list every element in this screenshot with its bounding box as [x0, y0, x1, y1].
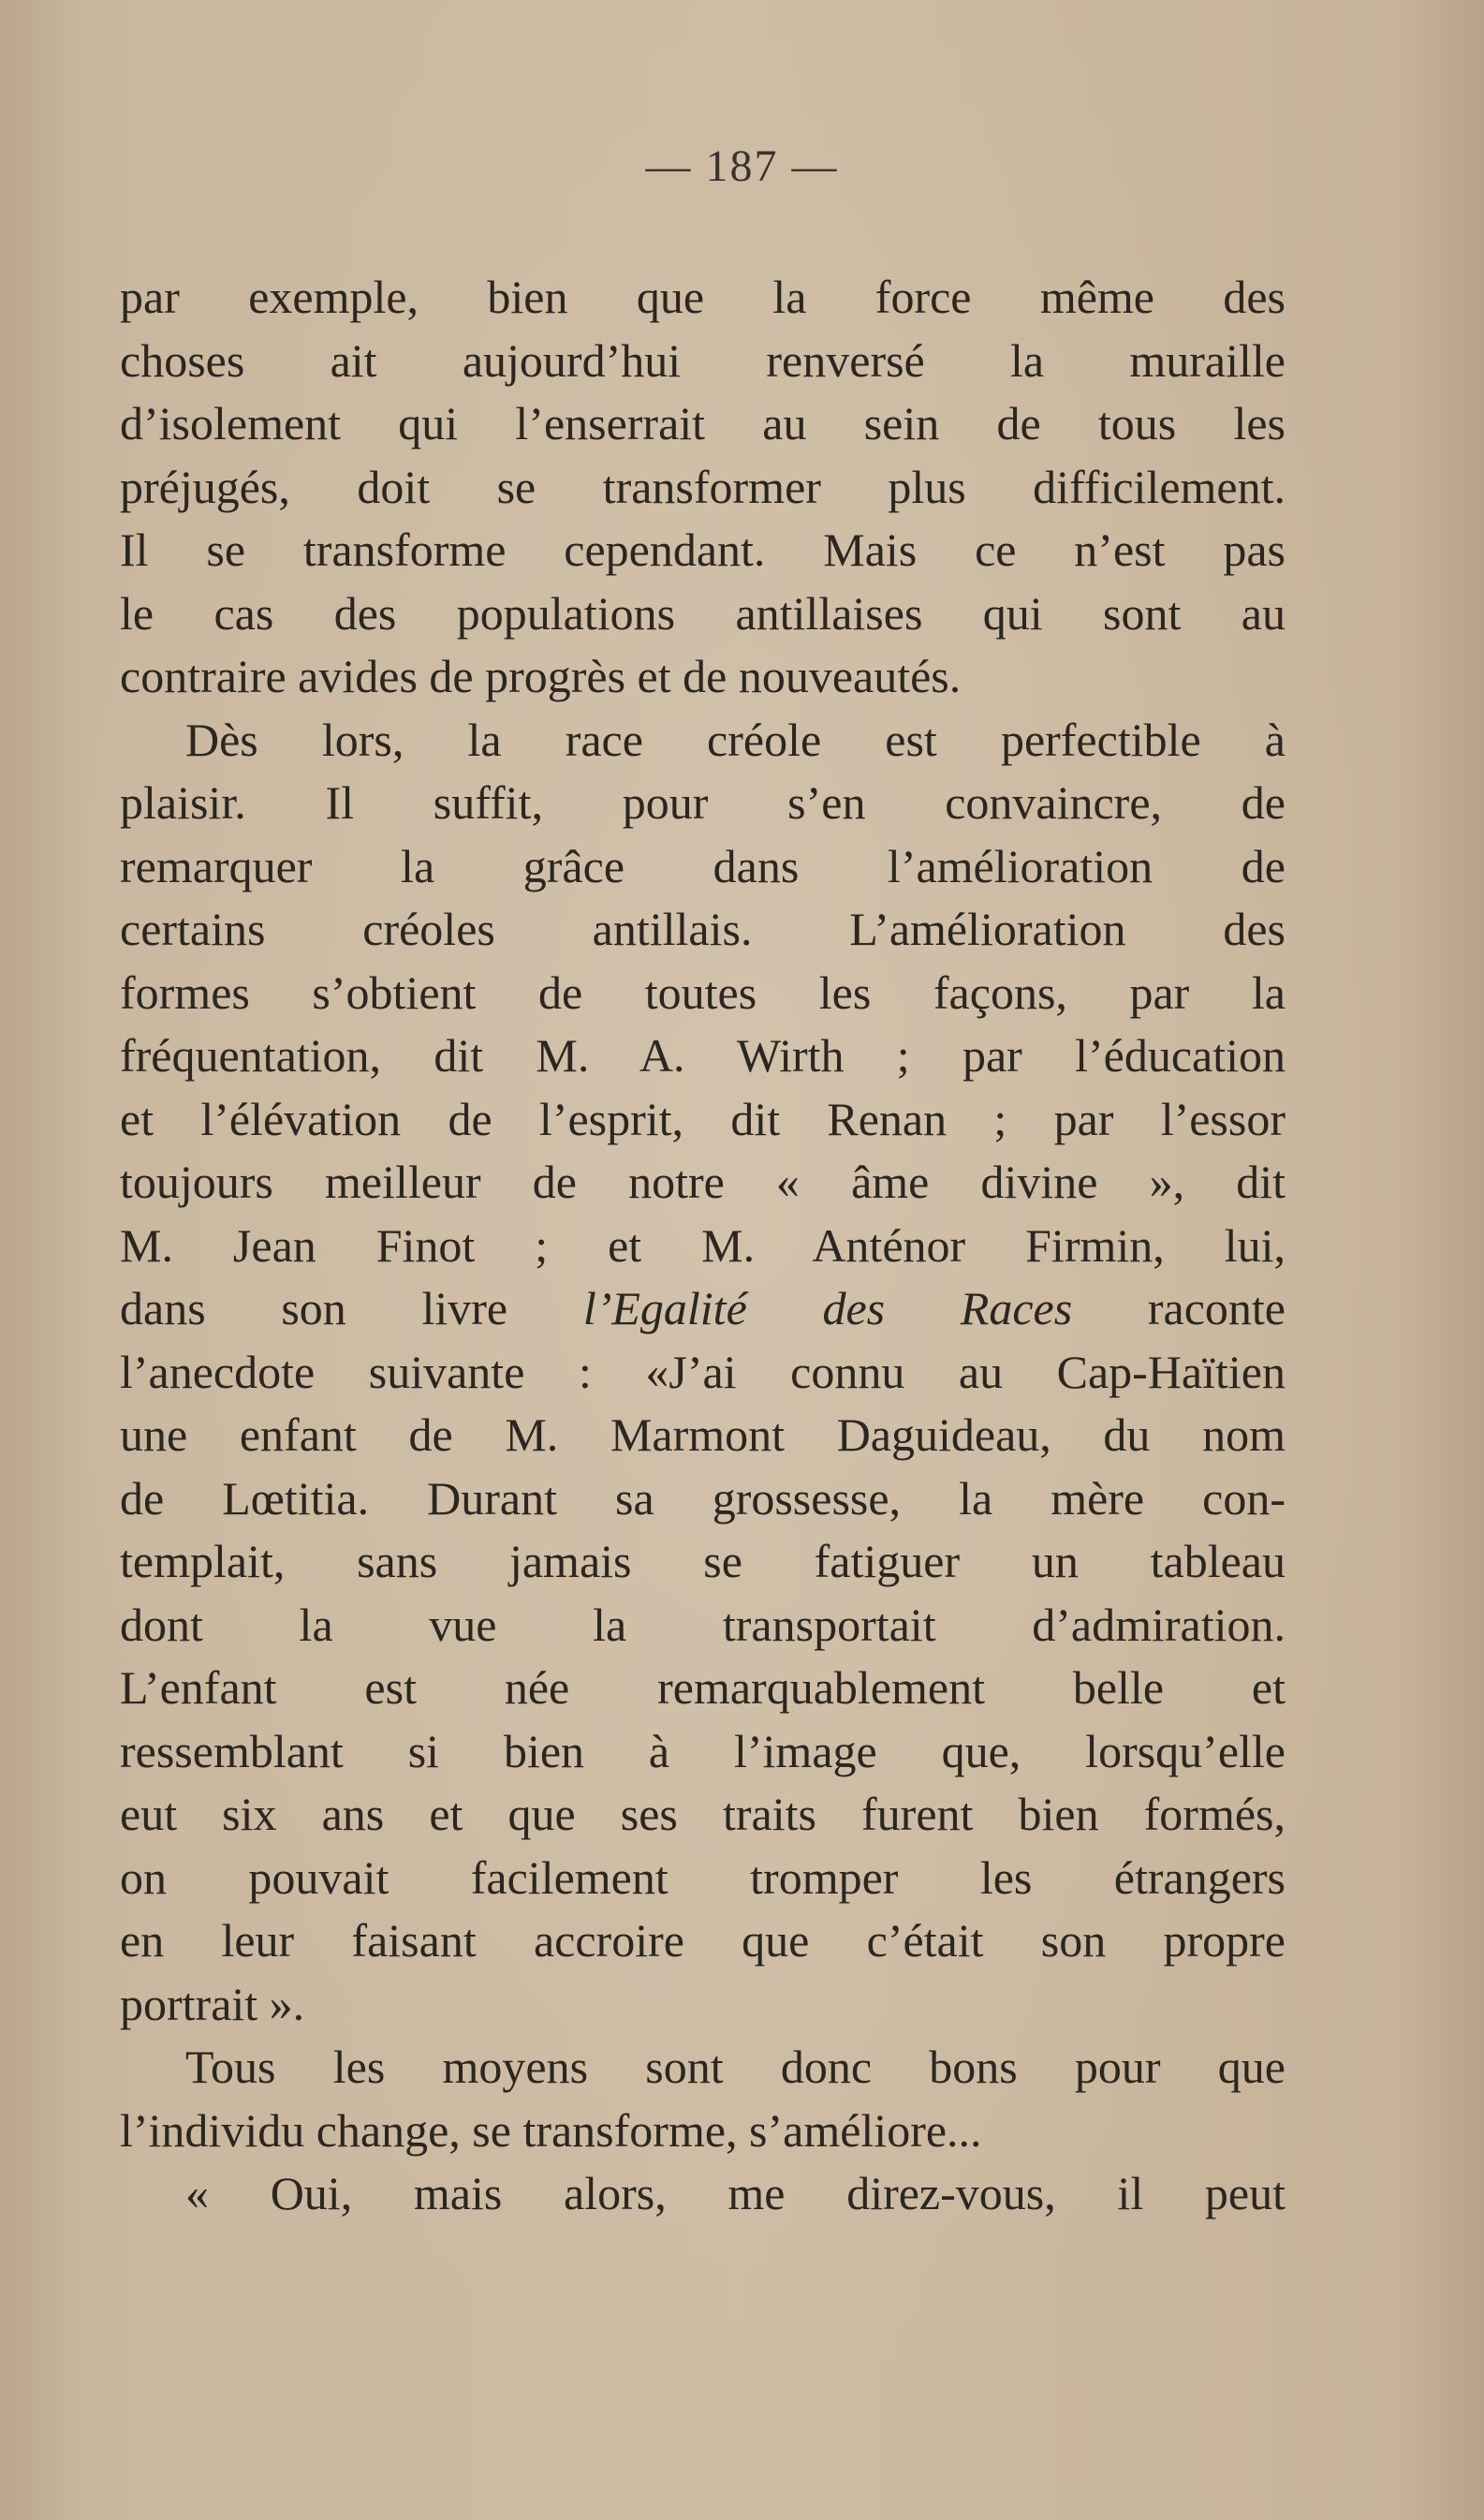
text-line: « Oui, mais alors, me direz-vous, il peut: [185, 2167, 1286, 2219]
text-line: on pouvait facilement tromper les étrangers: [120, 1850, 1286, 1904]
text-line: l’anecdote suivante : «J’ai connu au Cap-Haïtien: [120, 1345, 1286, 1398]
text-line: templait, sans jamais se fatiguer un tableau: [120, 1535, 1286, 1587]
text-line: contraire avides de progrès et de nouveautés.: [120, 650, 962, 702]
text-line: fréquentation, dit M. A. Wirth ; par l’éducation: [120, 1029, 1286, 1082]
text-line: certains créoles antillais. L’amélioration des: [120, 903, 1286, 955]
body-text: [120, 266, 1286, 2226]
text-line: toujours meilleur de notre « âme divine », dit: [120, 1156, 1286, 1208]
text-line: M. Jean Finot ; et M. Anténor Firmin, lui,: [120, 1218, 1286, 1272]
text-line: choses ait aujourd’hui renversé la muraille: [120, 333, 1286, 387]
text-line: en leur faisant accroire que c’était son propre: [120, 1914, 1286, 1967]
text-line: eut six ans et que ses traits furent bien formés,: [120, 1788, 1286, 1840]
text-line-with-title: [120, 1277, 1286, 1341]
text-line: d’isolement qui l’enserrait au sein de tous les: [120, 397, 1286, 449]
text-line: plaisir. Il suffit, pour s’en convaincre, de: [120, 776, 1286, 829]
text-line: ressemblant si bien à l’image que, lorsqu’elle: [120, 1724, 1286, 1777]
text-line: par exemple, bien que la force même des: [120, 271, 1286, 323]
text-segment: raconte: [1072, 1282, 1286, 1334]
text-line: le cas des populations antillaises qui sont au: [120, 586, 1286, 640]
text-line: formes s’obtient de toutes les façons, par la: [120, 965, 1286, 1019]
text-line: portrait ».: [120, 1977, 305, 2030]
text-line: remarquer la grâce dans l’amélioration de: [120, 839, 1286, 892]
text-line: Il se transforme cependant. Mais ce n’est pas: [120, 523, 1286, 576]
text-line: Tous les moyens sont donc bons pour que: [185, 2041, 1286, 2093]
text-segment: dans son livre: [120, 1282, 583, 1334]
text-line: l’individu change, se transforme, s’améliore...: [120, 2103, 982, 2157]
text-line: Dès lors, la race créole est perfectible à: [185, 713, 1286, 766]
text-line: dont la vue la transportait d’admiration.: [120, 1598, 1286, 1651]
text-line: préjugés, doit se transformer plus difficilement.: [120, 460, 1286, 513]
text-line: L’enfant est née remarquablement belle et: [120, 1661, 1286, 1714]
text-line: une enfant de M. Marmont Daguideau, du nom: [120, 1408, 1286, 1461]
page-number: — 187 —: [645, 141, 839, 191]
book-title: l’Egalité des Races: [582, 1282, 1073, 1334]
text-line: de Lœtitia. Durant sa grossesse, la mère con-: [120, 1471, 1286, 1525]
text-line: et l’élévation de l’esprit, dit Renan ; par l’essor: [120, 1092, 1286, 1145]
